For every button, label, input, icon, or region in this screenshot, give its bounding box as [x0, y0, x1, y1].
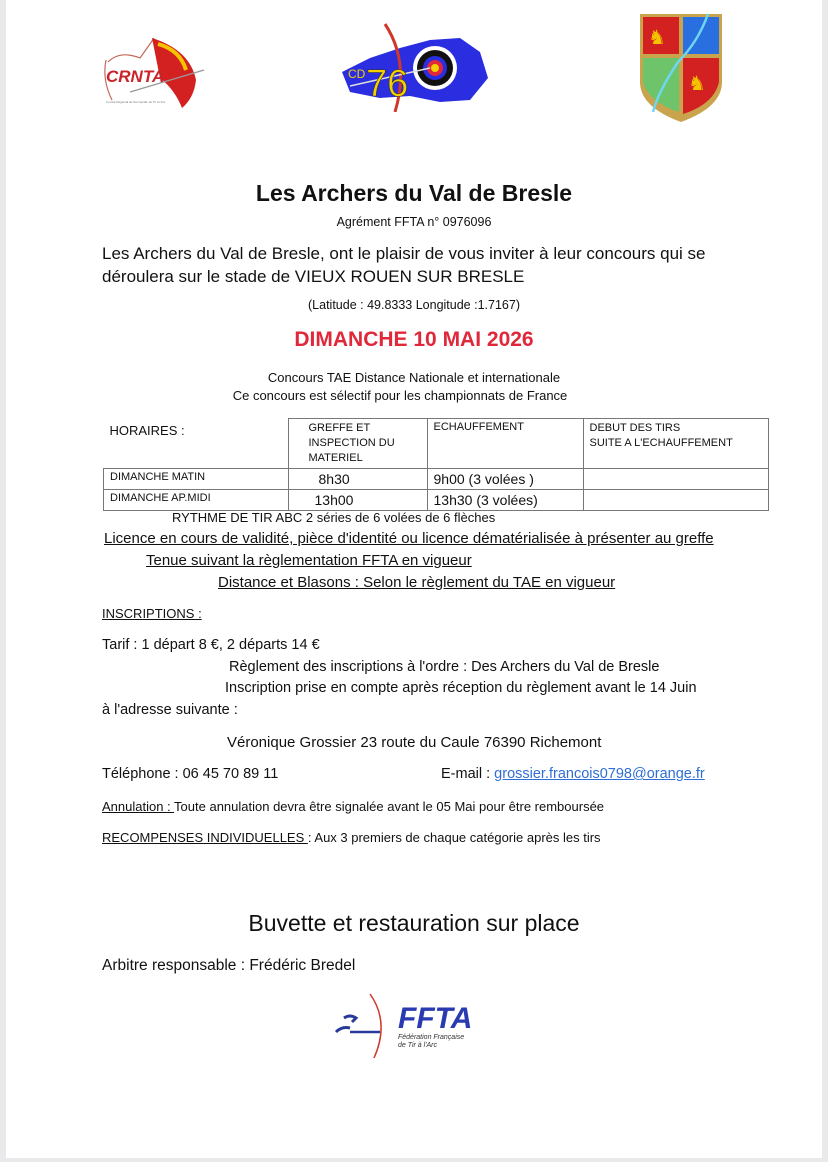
table-row: DIMANCHE MATIN 8h30 9h00 (3 volées )	[104, 469, 769, 490]
annulation: Annulation : Toute annulation devra être signalée avant le 05 Mai pour être remboursée	[102, 799, 605, 814]
table-header-row	[104, 419, 769, 469]
intro-text: Les Archers du Val de Bresle, ont le plaisir de vous inviter à leur concours qui se déroulera sur le stade de VIEUX ROUEN SUR BRESLE	[102, 244, 706, 286]
agrement-number: Agrément FFTA n° 0976096	[336, 215, 492, 229]
header-greffe: GREFFE ET INSPECTION DU MATERIEL	[288, 419, 427, 469]
page-title: Les Archers du Val de Bresle	[255, 180, 573, 206]
schedule-label: HORAIRES :	[104, 419, 289, 469]
distance-rule: Distance et Blasons : Selon le règlement du TAE en vigueur	[218, 574, 616, 591]
header-debut-tirs: DEBUT DES TIRS SUITE A L'ECHAUFFEMENT	[583, 419, 768, 469]
adresse-label: à l'adresse suivante :	[102, 702, 238, 718]
svg-text:CD: CD	[348, 67, 366, 81]
licence-rule: Licence en cours de validité, pièce d'identité ou licence dématérialisée à présenter au greffe	[104, 530, 714, 547]
rythme-de-tir: RYTHME DE TIR ABC 2 séries de 6 volées de 6 flèches	[172, 510, 496, 525]
coordinates: (Latitude : 49.8333 Longitude :1.7167)	[308, 298, 520, 312]
header-echauffement: ECHAUFFEMENT	[427, 419, 583, 469]
email-link[interactable]: grossier.francois0798@orange.fr	[494, 766, 705, 782]
crnta-logo	[100, 30, 210, 110]
table-row: DIMANCHE AP.MIDI 13h00 13h30 (3 volées)	[104, 490, 769, 511]
svg-text:Comité Régional de Normandie d: Comité Régional de Normandie de Tir à l'Arc	[106, 100, 166, 104]
arbitre: Arbitre responsable : Frédéric Bredel	[102, 957, 356, 974]
email: E-mail : grossier.francois0798@orange.fr	[441, 766, 705, 782]
reglement-ordre: Règlement des inscriptions à l'ordre : Des Archers du Val de Bresle	[229, 659, 660, 675]
event-subtitle: Concours TAE Distance Nationale et internationale	[267, 370, 561, 385]
crnta-logo-text: CRNTA	[106, 67, 165, 86]
ffta-logo-text: FFTA	[398, 1002, 473, 1035]
postal-address: Véronique Grossier 23 route du Caule 76390 Richemont	[227, 734, 602, 751]
buvette-notice: Buvette et restauration sur place	[248, 910, 580, 936]
telephone: Téléphone : 06 45 70 89 11	[102, 766, 279, 782]
svg-text:Fédération Française: Fédération Française	[398, 1034, 465, 1041]
schedule-table	[103, 418, 769, 511]
event-date: DIMANCHE 10 MAI 2026	[294, 328, 534, 351]
svg-text:de Tir à l'Arc: de Tir à l'Arc	[398, 1042, 438, 1049]
event-selective-note: Ce concours est sélectif pour les championnats de France	[232, 388, 568, 403]
svg-text:♞: ♞	[688, 73, 706, 95]
inscription-deadline: Inscription prise en compte après réception du règlement avant le 14 Juin	[225, 680, 697, 696]
recompenses: RECOMPENSES INDIVIDUELLES : Aux 3 premiers de chaque catégorie après les tirs	[102, 830, 601, 845]
tenue-rule: Tenue suivant la règlementation FFTA en vigueur	[146, 552, 472, 569]
cd76-logo	[330, 22, 495, 112]
tarif: Tarif : 1 départ 8 €, 2 départs 14 €	[102, 637, 320, 653]
inscriptions-heading: INSCRIPTIONS :	[102, 606, 202, 621]
svg-text:♞: ♞	[648, 27, 666, 49]
coat-of-arms-logo	[638, 12, 724, 124]
ffta-logo	[330, 992, 500, 1062]
cd76-number: 76	[366, 63, 409, 105]
